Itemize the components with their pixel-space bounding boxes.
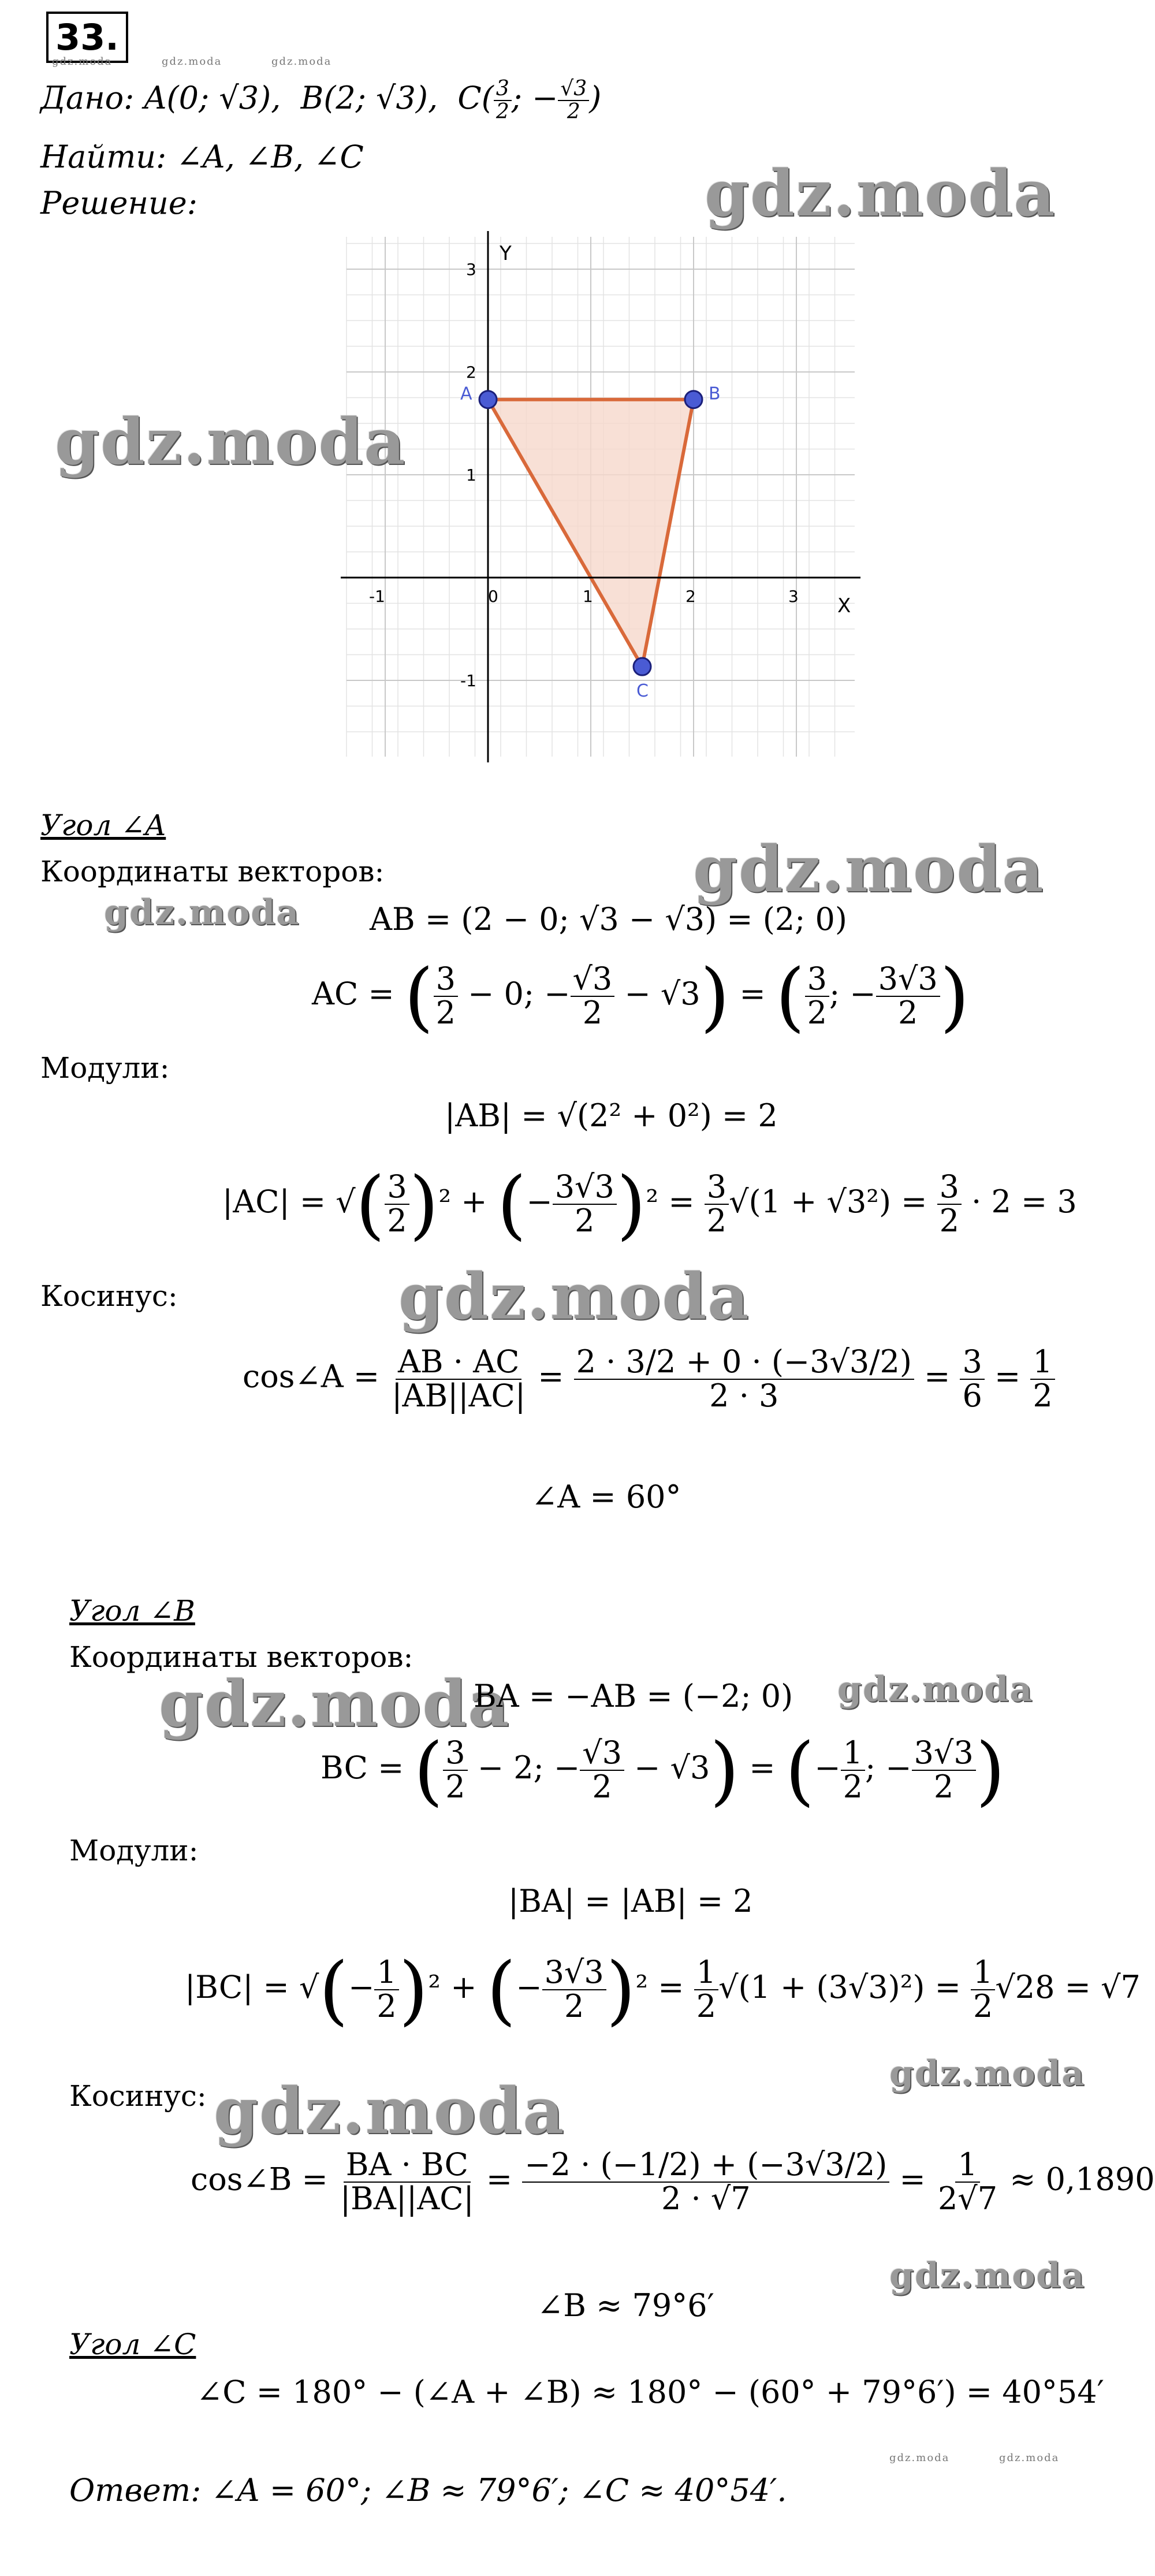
result-a: ∠A = 60° [531, 1479, 681, 1515]
point-label-b: B [709, 384, 721, 404]
y-tick-label: 3 [466, 260, 476, 279]
watermark-small: gdz.moda [52, 55, 113, 68]
watermark: gdz.moda [55, 404, 407, 479]
point-c [634, 658, 651, 675]
x-tick-label: 3 [788, 587, 799, 606]
coordinate-graph [341, 231, 860, 762]
watermark: gdz.moda [398, 1259, 750, 1334]
modulus-ba: |BA| = |AB| = 2 [508, 1883, 753, 1919]
vector-ba: BA = −AB = (−2; 0) [474, 1678, 793, 1714]
watermark: gdz.moda [705, 156, 1056, 230]
x-tick-label: 0 [488, 587, 498, 606]
angle-c-heading: Угол ∠C [69, 2328, 196, 2361]
watermark-small: gdz.moda [889, 2452, 950, 2464]
problem-number: 33. [46, 12, 128, 63]
y-axis-label: Y [500, 242, 512, 265]
angle-a-heading: Угол ∠A [40, 809, 166, 842]
angle-a-moduli-label: Модули: [40, 1051, 170, 1085]
angle-a-coords-label: Координаты векторов: [40, 855, 385, 888]
cos-b: cos∠B = $\frac{BA \cdot BC}{|BA||AC|}$ = $\frac{-2 \cdot (-1/2) + (-3√3/2)}{2 \cdot √7}$ = $\frac{1}{2√7}$ ≈ 0,1890 [191, 2146, 1155, 2217]
given-line: Дано: A(0; √3), B(2; √3), C( $\frac{3}{2}$ ; − $\frac{√3}{2}$ ) [40, 77, 602, 124]
watermark: gdz.moda [889, 2255, 1086, 2296]
watermark: gdz.moda [889, 2053, 1086, 2094]
point-label-a: A [460, 384, 472, 404]
vector-ac: AC = ( $\frac{3}{2}$ − 0; − $\frac{√3}{2}$ − √3) = ( $\frac{3}{2}$ ; − $\frac{3√3}{2}$ ) [312, 952, 970, 1040]
solution-label: Решение: [40, 185, 198, 221]
y-tick-label: -1 [460, 671, 476, 690]
y-tick-label: 2 [466, 363, 476, 382]
angle-b-moduli-label: Модули: [69, 1834, 199, 1867]
angle-b-coords-label: Координаты векторов: [69, 1640, 413, 1674]
watermark-small: gdz.moda [271, 55, 332, 68]
watermark: gdz.moda [159, 1666, 511, 1741]
answer: Ответ: ∠A = 60°; ∠B ≈ 79°6′; ∠C ≈ 40°54′. [69, 2472, 787, 2508]
modulus-ac: |AC| = √( $\frac{3}{2}$ )² + (− $\frac{3√3}{2}$ )² = $\frac{3}{2}$ √(1 + √3²) = $\frac{3}{2}$ · 2 = 3 [222, 1160, 1077, 1248]
modulus-bc: |BC| = √(− $\frac{1}{2}$ )² + (− $\frac{3√3}{2}$ )² = $\frac{1}{2}$ √(1 + (3√3)²) = $\frac{1}{2}$ √28 = √7 [185, 1946, 1141, 2034]
watermark-small: gdz.moda [999, 2452, 1060, 2464]
angle-b-cos-label: Косинус: [69, 2079, 207, 2113]
watermark: gdz.moda [214, 2074, 565, 2148]
cos-a: cos∠A = $\frac{AB \cdot AC}{|AB||AC|}$ = $\frac{2 \cdot 3/2 + 0 \cdot (-3√3/2)}{2 \cdot 3}$ = $\frac{3}{6}$ = $\frac{1}{2}$ [243, 1346, 1055, 1412]
x-tick-label: -1 [369, 587, 385, 606]
modulus-ab: |AB| = √(2² + 0²) = 2 [445, 1097, 778, 1134]
result-b: ∠B ≈ 79°6′ [537, 2287, 714, 2324]
angle-c-formula: ∠C = 180° − (∠A + ∠B) ≈ 180° − (60° + 79°6′) = 40°54′ [196, 2374, 1104, 2410]
y-tick-label: 1 [466, 466, 476, 485]
find-line: Найти: ∠A, ∠B, ∠C [40, 139, 364, 175]
watermark-small: gdz.moda [162, 55, 222, 68]
point-a [479, 391, 497, 408]
watermark: gdz.moda [837, 1669, 1034, 1710]
x-axis-label: X [837, 594, 851, 617]
vector-bc: BC = ( $\frac{3}{2}$ − 2; − $\frac{√3}{2}$ − √3) = (− $\frac{1}{2}$ ; − $\frac{3√3}{2}$ ) [321, 1726, 1005, 1814]
point-label-c: C [636, 681, 649, 702]
angle-b-heading: Угол ∠B [69, 1594, 195, 1628]
x-tick-label: 1 [583, 587, 593, 606]
point-b [685, 391, 702, 408]
watermark: gdz.moda [693, 832, 1045, 906]
x-tick-label: 2 [685, 587, 696, 606]
angle-a-cos-label: Косинус: [40, 1279, 178, 1313]
watermark: gdz.moda [104, 892, 300, 933]
vector-ab: AB = (2 − 0; √3 − √3) = (2; 0) [370, 901, 847, 937]
